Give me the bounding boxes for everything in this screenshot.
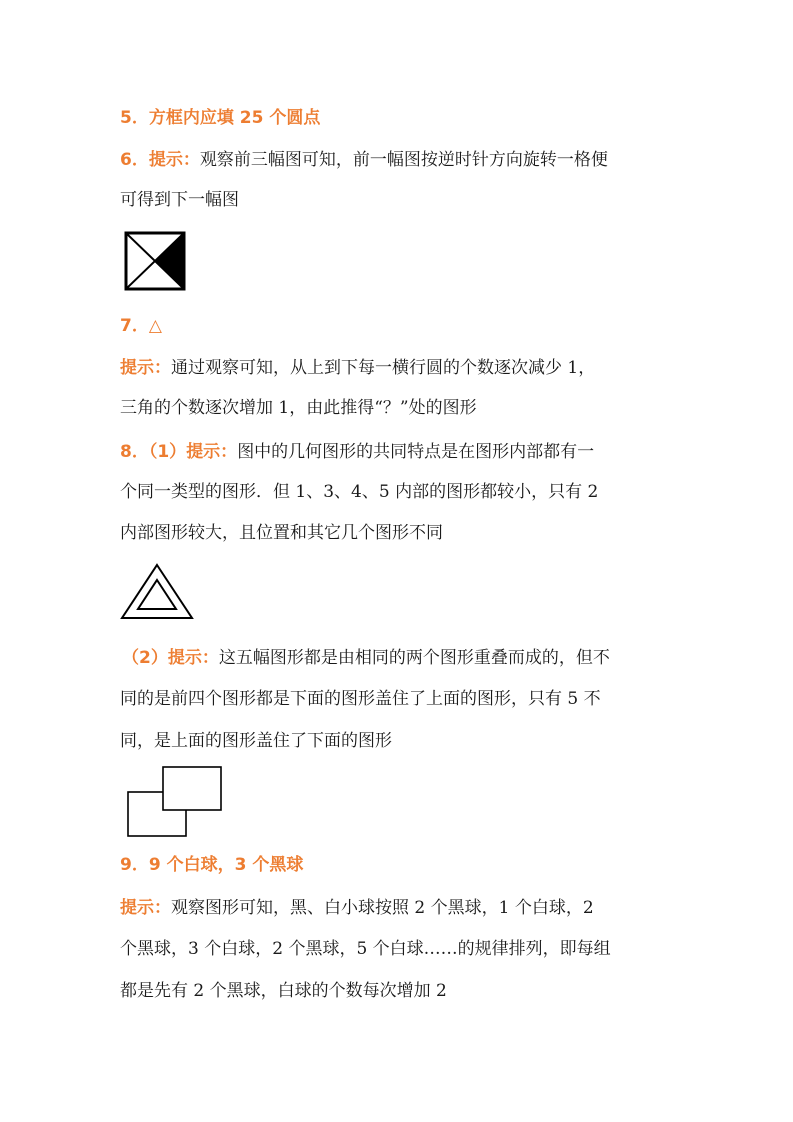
q8-line1 [120,440,594,464]
q8-hint-text-1: 图中的几何图形的共同特点是在图形内部都有一 [237,442,595,462]
q9-hint-text-1: 观察图形可知，黑、白小球按照 2 个黑球，1 个白球，2 [171,898,594,918]
q7-answer: △ [148,316,162,336]
q6-square-figure [124,231,186,291]
q6-number: 6． [120,150,149,170]
q7-answer-line [120,314,162,338]
q9-line1 [120,896,594,920]
q8-number: 8． [120,442,149,462]
q8-hint-label-2: 提示： [167,648,219,668]
q8-hint-text-4: 这五幅图形都是由相同的两个图形重叠而成的，但不 [218,648,610,668]
q9-hint-text-2: 个黑球，3 个白球，2 个黑球，5 个白球……的规律排列，即每组 [120,939,611,959]
q7-line1 [120,356,595,380]
q9-hint-label: 提示： [120,898,171,918]
q8-hint-text-5: 同的是前四个图形都是下面的图形盖住了上面的图形，只有 5 不 [120,689,601,709]
q8-hint-text-3: 内部图形较大，且位置和其它几个图形不同 [120,523,443,543]
q7-hint-label: 提示： [120,358,171,378]
q8-nested-triangle-figure [118,562,196,622]
q5-answer: 5．方框内应填 25 个圆点 [120,108,321,128]
q8-part2-label: （2） [122,648,168,668]
q6-line1 [120,148,608,172]
q6-hint-label: 提示： [148,150,200,170]
q6-hint-text-2: 可得到下一幅图 [120,190,239,210]
q8-hint-text-2: 个同一类型的图形．但 1、3、4、5 内部的图形都较小，只有 2 [120,482,599,502]
q6-black-wedge [155,233,184,289]
q7-number: 7． [120,316,149,336]
q8-line4 [122,646,610,670]
q9-answer: 9．9 个白球，3 个黑球 [120,855,304,875]
q8-outer-triangle [122,565,192,618]
q7-hint-text-2: 三角的个数逐次增加 1，由此推得“？”处的图形 [120,398,477,418]
q9-hint-text-3: 都是先有 2 个黑球，白球的个数每次增加 2 [120,981,447,1001]
q6-hint-text-1: 观察前三幅图可知，前一幅图按逆时针方向旋转一格便 [199,150,608,170]
q7-hint-text-1: 通过观察可知，从上到下每一横行圆的个数逐次减少 1， [171,358,596,378]
q8-overlapping-rectangles-figure [126,765,224,839]
q8-part1-label: （1） [148,442,187,462]
q8-upper-rectangle [163,767,221,810]
q8-hint-text-6: 同，是上面的图形盖住了下面的图形 [120,731,392,751]
q8-hint-label-1: 提示： [186,442,238,462]
